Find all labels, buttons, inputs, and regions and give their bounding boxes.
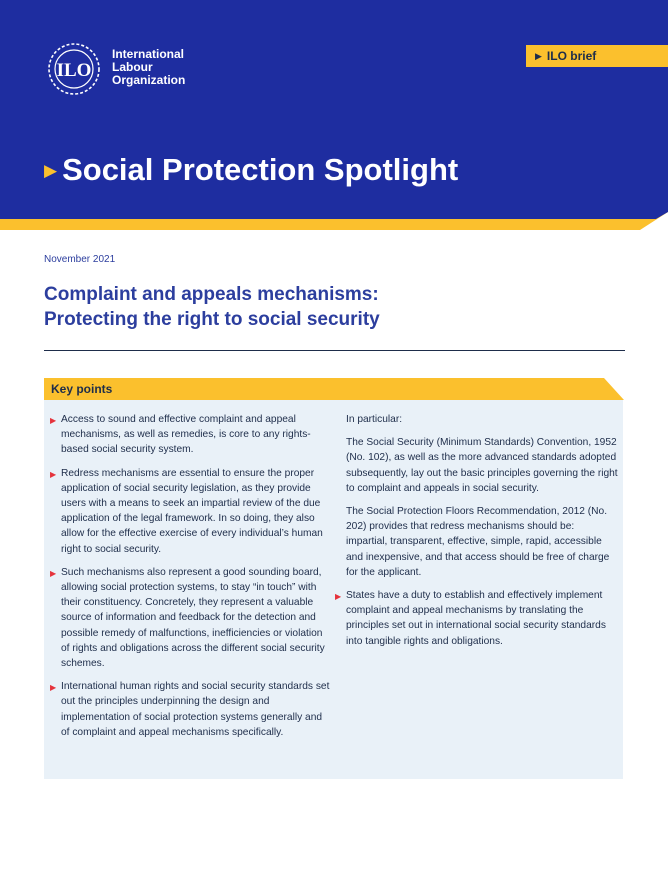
paragraph: The Social Protection Floors Recommendation, 2012 (No. 202) provides that redress mechanisms should be: impartial, transparent, effective, simple, rapid, accessible and inexpensive, and that access should be free of charge for the applicant. — [346, 506, 610, 578]
triangle-right-icon: ▶ — [44, 161, 58, 180]
divider — [44, 350, 625, 351]
triangle-bullet-icon: ▶ — [335, 592, 342, 602]
triangle-bullet-icon: ▶ — [50, 416, 57, 425]
brief-tag-label: ILO brief — [546, 49, 597, 63]
series-title — [44, 152, 458, 188]
list-item-text: International human rights and social security standards set out the principles underpinning the design and implementation of social protection systems generally and of complaint and appeal mechanisms specifically. — [61, 681, 330, 738]
organization-name — [112, 48, 185, 87]
key-points-header-background — [44, 378, 624, 400]
key-points-header — [44, 378, 624, 400]
key-points-box — [44, 400, 623, 779]
series-title-text: Social Protection Spotlight — [62, 152, 459, 187]
page-title — [44, 282, 604, 332]
org-line: Organization — [112, 73, 186, 87]
title-line: Protecting the right to social security — [44, 309, 380, 330]
header-banner — [0, 0, 668, 230]
list-item — [335, 588, 618, 649]
triangle-bullet-icon: ▶ — [50, 469, 57, 479]
list-item-text: Such mechanisms also represent a good sounding board, allowing social protection systems, to stay “in touch” with their constituency. Concretely, they represent a valuable source of information and feedback for the detection and possible remedy of malfunctions, inefficiencies or violation of rights and obligations across the different social security schemes. — [61, 566, 325, 670]
ilo-logo — [44, 42, 104, 96]
list-item-text: Access to sound and effective complaint and appeal mechanisms, as well as remedies, is core to any rights-based social security system. — [61, 414, 311, 456]
right-intro: In particular: — [346, 414, 403, 425]
list-item — [50, 466, 333, 557]
brief-tag — [526, 45, 668, 67]
triangle-bullet-icon: ▶ — [50, 683, 57, 693]
key-points-right-column — [335, 412, 618, 657]
paragraph: The Social Security (Minimum Standards) Convention, 1952 (No. 102), as well as the more advanced standards adopted subsequently, lay out the basic principles governing the right to complaint and appeals in social security. — [346, 437, 618, 494]
title-line: Complaint and appeals mechanisms: — [44, 284, 379, 305]
list-item — [50, 412, 333, 458]
publication-date: November 2021 — [44, 254, 116, 265]
list-item — [50, 565, 333, 671]
list-item-text: Redress mechanisms are essential to ensure the proper application of social security legislation, as they provide users with a means to seek an impartial review of the due application of the legal framework. In so doing, they also allow for the effective exercise of every individual’s human right to social security. — [61, 467, 323, 555]
list-item — [50, 679, 333, 740]
header-background — [0, 0, 668, 230]
logo-text: ILO — [56, 60, 92, 81]
list-item-text: States have a duty to establish and effectively implement complaint and appeal mechanisms by translating the principles set out in international social security standards into tangible rights and obligations. — [346, 590, 606, 647]
triangle-bullet-icon: ▶ — [50, 568, 57, 578]
org-line: International — [112, 47, 185, 61]
org-line: Labour — [112, 60, 153, 74]
key-points-heading: Key points — [51, 382, 113, 396]
key-points-left-column — [50, 412, 333, 748]
triangle-right-icon: ▶ — [535, 51, 542, 61]
